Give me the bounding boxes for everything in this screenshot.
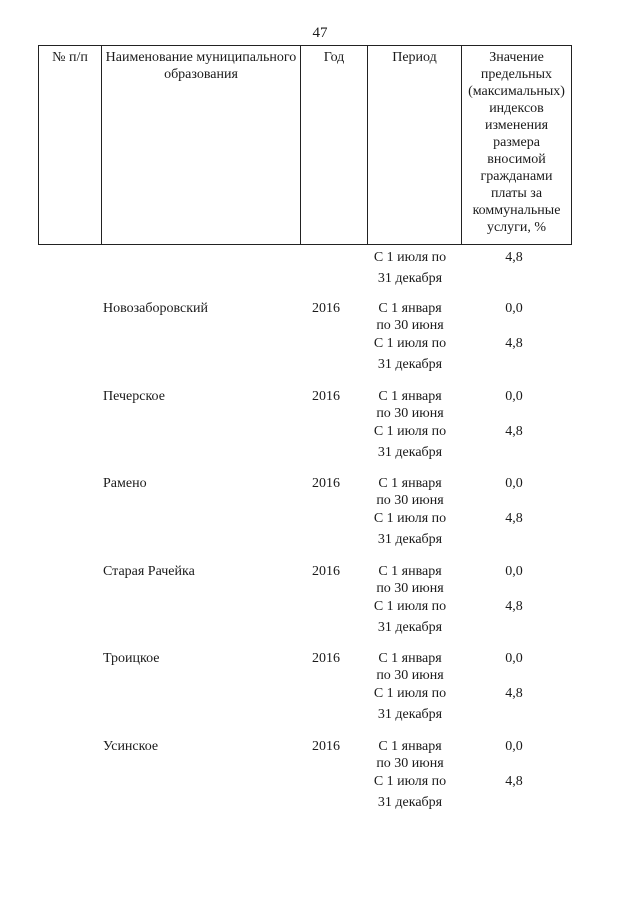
municipality-name: Печерское xyxy=(103,389,165,404)
year-value: 2016 xyxy=(312,651,340,666)
period-first-half-start: С 1 января xyxy=(378,476,442,491)
index-value-first-half: 0,0 xyxy=(505,739,523,754)
municipality-name: Троицкое xyxy=(103,651,160,666)
period-start: С 1 июля по xyxy=(373,250,447,265)
period-first-half-end: по 30 июня xyxy=(376,668,444,683)
period-first-half-end: по 30 июня xyxy=(376,581,444,596)
index-value-second-half: 4,8 xyxy=(505,686,523,701)
municipality-name: Новозаборовский xyxy=(103,301,209,316)
period-second-half-end: 31 декабря xyxy=(377,532,443,547)
page-number: 47 xyxy=(312,25,328,41)
year-value: 2016 xyxy=(312,564,340,579)
index-value-second-half: 4,8 xyxy=(505,511,523,526)
period-second-half-end: 31 декабря xyxy=(377,357,443,372)
period-second-half-start: С 1 июля по xyxy=(373,774,447,789)
table-header xyxy=(38,45,572,245)
index-value: 4,8 xyxy=(505,250,523,265)
period-first-half-start: С 1 января xyxy=(378,739,442,754)
period-second-half-end: 31 декабря xyxy=(377,707,443,722)
header-period: Период xyxy=(368,46,462,245)
period-end: 31 декабря xyxy=(377,271,443,286)
period-second-half-end: 31 декабря xyxy=(377,445,443,460)
year-value: 2016 xyxy=(312,739,340,754)
index-value-first-half: 0,0 xyxy=(505,651,523,666)
municipality-name: Усинское xyxy=(103,739,159,754)
index-value-second-half: 4,8 xyxy=(505,336,523,351)
period-first-half-end: по 30 июня xyxy=(376,756,444,771)
period-first-half-start: С 1 января xyxy=(378,301,442,316)
index-value-second-half: 4,8 xyxy=(505,599,523,614)
table-row xyxy=(0,475,640,563)
period-first-half-end: по 30 июня xyxy=(376,493,444,508)
period-second-half-start: С 1 июля по xyxy=(373,686,447,701)
header-year: Год xyxy=(301,46,368,245)
period-second-half-start: С 1 июля по xyxy=(373,424,447,439)
header-municipality: Наименование муниципального образования xyxy=(102,46,301,245)
year-value: 2016 xyxy=(312,301,340,316)
table-row xyxy=(0,650,640,738)
table-row xyxy=(0,563,640,651)
period-first-half-start: С 1 января xyxy=(378,651,442,666)
year-value: 2016 xyxy=(312,476,340,491)
period-first-half-start: С 1 января xyxy=(378,564,442,579)
period-second-half-end: 31 декабря xyxy=(377,620,443,635)
municipality-name: Рамено xyxy=(103,476,147,491)
period-second-half-start: С 1 июля по xyxy=(373,599,447,614)
period-first-half-end: по 30 июня xyxy=(376,406,444,421)
index-value-second-half: 4,8 xyxy=(505,774,523,789)
period-second-half-start: С 1 июля по xyxy=(373,336,447,351)
year-value: 2016 xyxy=(312,389,340,404)
table-row xyxy=(0,388,640,476)
header-number: № п/п xyxy=(39,46,102,245)
index-value-first-half: 0,0 xyxy=(505,476,523,491)
index-value-first-half: 0,0 xyxy=(505,564,523,579)
period-first-half-start: С 1 января xyxy=(378,389,442,404)
period-first-half-end: по 30 июня xyxy=(376,318,444,333)
index-value-first-half: 0,0 xyxy=(505,301,523,316)
table-row xyxy=(0,738,640,826)
period-second-half-start: С 1 июля по xyxy=(373,511,447,526)
period-second-half-end: 31 декабря xyxy=(377,795,443,810)
header-index-value: Значение предельных (максимальных) индексов изменения размера вносимой гражданами платы за коммунальные услуги, % xyxy=(462,46,572,245)
index-value-first-half: 0,0 xyxy=(505,389,523,404)
municipality-name: Старая Рачейка xyxy=(103,564,195,579)
index-value-second-half: 4,8 xyxy=(505,424,523,439)
table-row xyxy=(0,300,640,388)
